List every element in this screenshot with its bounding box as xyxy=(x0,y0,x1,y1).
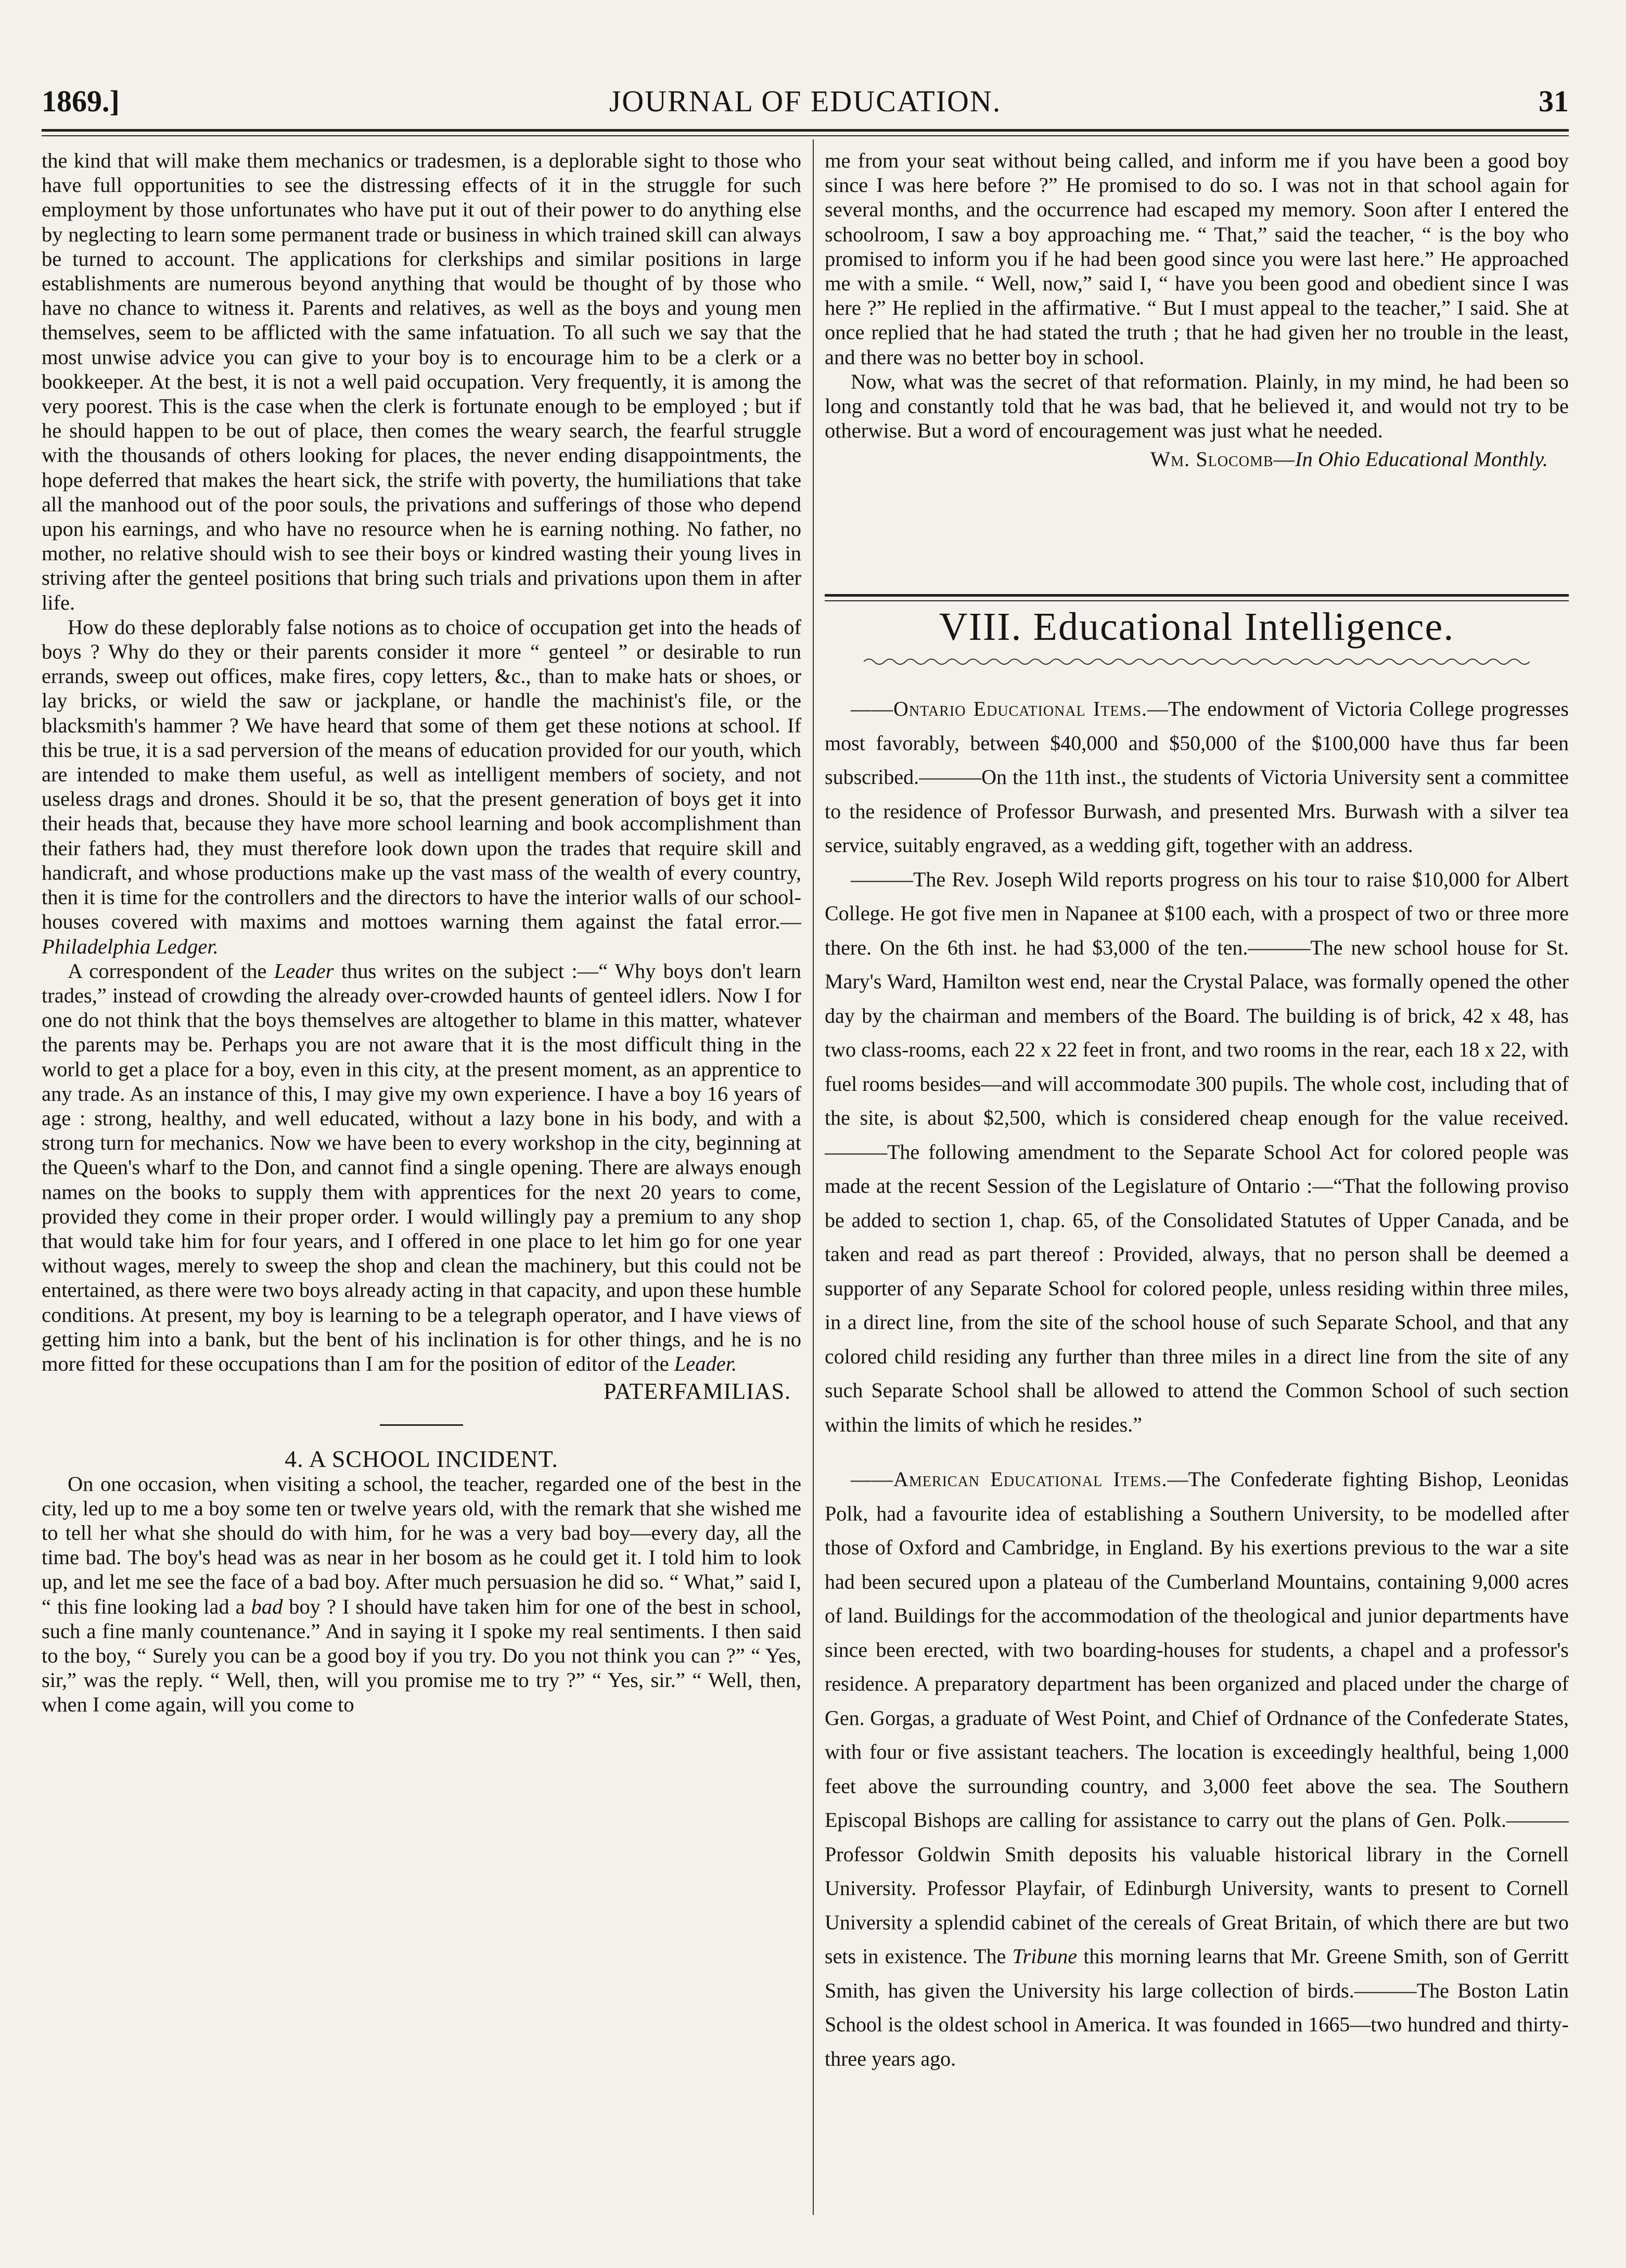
emphasis: bad xyxy=(251,1594,283,1618)
paragraph-text: this morning learns that Mr. Greene Smith, son of Gerritt Smith, has given the University his large collection of birds.———The Boston Latin School is the oldest school in America. It was founded in 1665—two hundred and thirty-three years ago. xyxy=(825,1944,1569,2070)
section-heading: 4. A SCHOOL INCIDENT. xyxy=(285,1446,558,1473)
source-citation: Philadelphia Ledger. xyxy=(42,934,219,958)
paragraph-text: How do these deplorably false notions as to choice of occupation get into the heads of boys ? Why do they or their parents consider it more “ genteel ” or desirable to run errands, sweep out offices, make fires, copy letters, &c., than to make hats or shoes, or lay bricks, or wield the saw or jackplane, or handle the machinist's file, or the blacksmith's hammer ? We have heard that some of them get these notions at school. If this be true, it is a sad perversion of the means of education provided for our youth, which are intended to make them useful, as well as intelligent members of society, and not useless drags and drones. Should it be so, that the present generation of boys get it into their heads that, because they have more school learning and book accomplishment than their fathers had, they must therefore look down upon the trades that require skill and handicraft, and whose productions make up the vast mass of the wealth of every country, then it is time for the controllers and the directors to have the interior walls of our school-houses covered with maxims and mottoes warning them against the fatal error.— xyxy=(42,615,801,934)
attribution xyxy=(825,447,1569,471)
page-header xyxy=(42,78,1569,125)
journal-title: JOURNAL OF EDUCATION. xyxy=(609,84,1002,118)
item-label: ——Ontario Educational Items. xyxy=(851,697,1147,720)
section-title: VIII. Educational Intelligence. xyxy=(939,605,1455,649)
paragraph-text: On one occasion, when visiting a school, the teacher, regarded one of the best in the city, led up to me a boy some ten or twelve years old, with the remark that she wished me to tell her what she should do with him, for he was a very bad boy—every day, all the time bad. The boy's head was as near in her bosom as he could get it. I told him to look up, and let me see the face of a bad boy. After much persuasion he did so. “ What,” said I, “ this fine looking lad a xyxy=(42,1472,801,1618)
source-citation: In Ohio Educational Monthly. xyxy=(1295,447,1548,471)
item-label: ——American Educational Items. xyxy=(851,1467,1168,1491)
paragraph: me from your seat without being called, and inform me if you have been a good boy since I was here before ?” He promised to do so. I was not in that school again for several months, and the occurrence had escaped my memory. Soon after I entered the schoolroom, I saw a boy approaching me. “ That,” said the teacher, “ is the boy who promised to inform you if he had been good since you were last here.” He approached me with a smile. “ Well, now,” said I, “ have you been good and obedient since I was here ?” He replied in the affirmative. “ But I must appeal to the teacher,” I said. She at once replied that he had stated the truth ; that he had given her no trouble in the least, and there was no better boy in school. xyxy=(825,149,1569,369)
paragraph xyxy=(42,615,801,959)
paragraph: the kind that will make them mechanics or tradesmen, is a deplorable sight to those who have full opportunities to see the distressing effects of it in the struggle for such employment by those unfortunates who have put it out of their power to do anything else by neglecting to learn some permanent trade or business in which trained skill can always be turned to account. The applications for clerkships and similar positions in large establishments are numerous beyond anything that would be thought of by those who have no chance to witness it. Parents and relatives, as well as the boys and young men themselves, seem to be afflicted with the same infatuation. To all such we say that the most unwise advice you can give to your boy is to encourage him to be a clerk or a bookkeeper. At the best, it is not a well paid occupation. Very frequently, it is among the very poorest. This is the case when the clerk is fortunate enough to be employed ; but if he should happen to be out of place, then comes the weary search, the fearful struggle with the thousands of others looking for places, the never ending disappointments, the hope deferred that makes the heart sick, the strife with poverty, the humiliations that take all the manhood out of the poor souls, the privations and sufferings of those who depend upon his earnings, and who have no resource when he is earning nothing. No father, no mother, no relative should wish to see their boys or kindred wasting their young lives in striving after the genteel positions that bring such trials and privations upon them in after life. xyxy=(42,149,801,614)
paragraph-text: A correspondent of the xyxy=(68,959,274,983)
paragraph xyxy=(825,692,1569,862)
author-name: Wm. Slocomb— xyxy=(1150,447,1296,471)
right-column-top xyxy=(825,148,1569,575)
section-rule xyxy=(825,594,1569,597)
left-column xyxy=(42,148,801,2219)
header-rule-thin xyxy=(42,135,1569,136)
paragraph-text: boy ? I should have taken him for one of the best in school, such a fine manly countenance.” And in saying it I spoke my real sentiments. I then said to the boy, “ Surely you can be a good boy if you try. Do you not think you can ?” “ Yes, sir,” was the reply. “ Well, then, will you promise me to try ?” “ Yes, sir.” “ Well, then, when I come again, will you come to xyxy=(42,1594,801,1717)
paragraph: ———The Rev. Joseph Wild reports progress on his tour to raise $10,000 for Albert College. He got five men in Napanee at $100 each, with a prospect of two or three more there. On the 6th inst. he had $3,000 of the ten.———The new school house for St. Mary's Ward, Hamilton west end, near the Crystal Palace, was formally opened the other day by the chairman and members of the Board. The building is of brick, 42 x 48, has two class-rooms, each 22 x 22 feet in front, and two rooms in the rear, each 18 x 22, with fuel rooms besides—and will accommodate 300 pupils. The whole cost, including that of the site, is about $2,500, which is considered cheap enough for the value received.———The following amendment to the Separate School Act for colored people was made at the recent Session of the Legislature of Ontario :—“That the following proviso be added to section 1, chap. 65, of the Consolidated Statutes of Upper Canada, and be taken and read as part thereof : Provided, always, that no person shall be deemed a supporter of any Separate School for colored people, unless residing within three miles, in a direct line, from the site of the school house of such Separate School, and that any colored child residing any further than three miles in a direct line from the site of any such Separate School shall be allowed to attend the Common School of such section within the limits of which he resides.” xyxy=(825,867,1569,1436)
newspaper-name: Leader xyxy=(274,959,334,983)
paragraph: Now, what was the secret of that reformation. Plainly, in my mind, he had been so long and constantly told that he was bad, that he believed it, and would not try to be otherwise. But a word of encouragement was just what he needed. xyxy=(825,369,1569,443)
page-number: 31 xyxy=(1539,84,1569,118)
section-separator xyxy=(380,1424,463,1426)
right-column-bottom xyxy=(825,692,1569,2221)
paragraph xyxy=(825,1462,1569,2076)
newspaper-name: Leader. xyxy=(674,1351,737,1375)
paragraph-text: —The endowment of Victoria College progresses most favorably, between $40,000 and $50,000 of the $100,000 have thus far been subscribed.———On the 11th inst., the students of Victoria University sent a committee to the residence of Professor Burwash, and presented Mrs. Burwash with a silver tea service, suitably engraved, as a wedding gift, together with an address. xyxy=(825,697,1569,857)
wavy-rule xyxy=(864,656,1530,667)
paragraph-text: thus writes on the subject :—“ Why boys don't learn trades,” instead of crowding the already over-crowded haunts of genteel idlers. Now I for one do not think that the boys themselves are altogether to blame in this matter, whatever the parents may be. Perhaps you are not aware that it is the most difficult thing in the world to get a place for a boy, even in this city, at the present moment, as an apprentice to any trade. As an instance of this, I may give my own experience. I have a boy 16 years of age : strong, healthy, and well educated, without a lazy bone in his body, and with a strong turn for mechanics. Now we have been to every workshop in the city, beginning at the Queen's wharf to the Don, and cannot find a single opening. There are always enough names on the books to supply them with apprentices for the next 20 years to come, provided they come in their proper order. I would willingly pay a premium to any shop that would take him for four years, and I offered in one place to let him go for one year without wages, merely to sweep the shop and clean the machinery, but this could not be entertained, as there were two boys already acting in that capacity, and upon these humble conditions. At present, my boy is learning to be a telegraph operator, and I have views of getting him into a bank, but the bent of his inclination is for other things, and he is no more fitted for these occupations than I am for the position of editor of the xyxy=(42,959,801,1375)
paragraph xyxy=(42,959,801,1376)
section-rule-thin xyxy=(825,600,1569,601)
newspaper-name: Tribune xyxy=(1012,1944,1078,1968)
signature: PATERFAMILIAS. xyxy=(604,1378,791,1404)
paragraph xyxy=(42,1472,801,1717)
paragraph-text: —The Confederate fighting Bishop, Leonidas Polk, had a favourite idea of establishing a Southern University, to be modelled after those of Oxford and Cambridge, in England. By his exertions previous to the war a site had been secured upon a plateau of the Cumberland Mountains, containing 9,000 acres of land. Buildings for the accommodation of the theological and junior departments have since been erected, with two boarding-houses for students, a chapel and a professor's residence. A preparatory department has been organized and placed under the charge of Gen. Gorgas, a graduate of West Point, and Chief of Ordnance of the Confederate States, with four or five assistant teachers. The location is exceedingly healthful, being 1,000 feet above the surrounding country, and 3,000 feet above the sea. The Southern Episcopal Bishops are calling for assistance to carry out the plans of Gen. Polk.———Professor Goldwin Smith deposits his valuable historical library in the Cornell University. Professor Playfair, of Edinburgh University, wants to present to Cornell University a splendid cabinet of the cereals of Great Britain, of which there are but two sets in existence. The xyxy=(825,1467,1569,1968)
header-year: 1869.] xyxy=(42,84,120,118)
header-rule xyxy=(42,129,1569,132)
column-divider xyxy=(813,139,814,2215)
